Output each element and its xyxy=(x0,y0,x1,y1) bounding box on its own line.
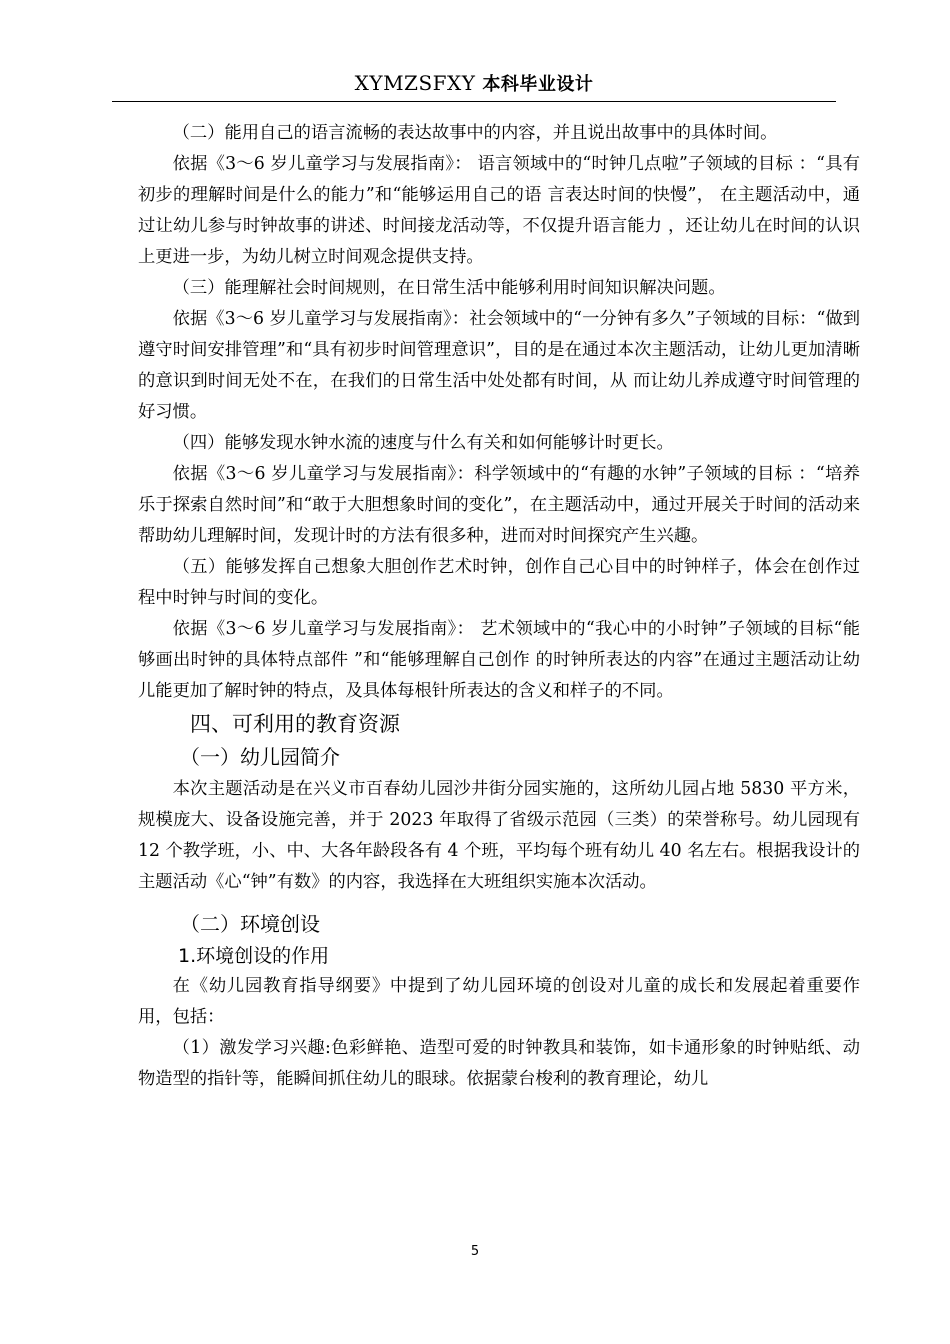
paragraph-goal-2: （二）能用自己的语言流畅的表达故事中的内容，并且说出故事中的具体时间。 xyxy=(172,123,778,143)
section-heading-resources: 四、可利用的教育资源 xyxy=(190,712,400,736)
paragraph-goal-4: （四）能够发现水钟水流的速度与什么有关和如何能够计时更长。 xyxy=(172,433,674,453)
subheading-environment-role: 1.环境创设的作用 xyxy=(178,945,330,967)
page-number: 5 xyxy=(470,1244,480,1259)
page-header xyxy=(112,70,836,96)
subsection-heading-environment: （二）环境创设 xyxy=(180,912,320,936)
subsection-heading-kindergarten: （一）幼儿园简介 xyxy=(180,745,340,769)
paragraph-environment-guideline: 在《幼儿园教育指导纲要》中提到了幼儿园环境的创设对儿童的成长和发展起着重要作用，包括： xyxy=(138,976,860,1027)
header-prefix: XYMZSFXY xyxy=(354,71,476,95)
paragraph-environment-interest: （1）激发学习兴趣:色彩鲜艳、造型可爱的时钟教具和装饰，如卡通形象的时钟贴纸、动物造型的指针等，能瞬间抓住幼儿的眼球。依据蒙台梭利的教育理论，幼儿 xyxy=(138,1038,860,1089)
paragraph-goal-5-basis: 依据《3～6 岁儿童学习与发展指南》： 艺术领域中的“我心中的小时钟”子领域的目标“能够画出时钟的具体特点部件 ”和“能够理解自己创作 的时钟所表达的内容”在通过主题活动让幼儿能更加了解时钟的特点，及具体每根针所表达的含义和样子的不同。 xyxy=(138,619,860,701)
paragraph-kindergarten-intro: 本次主题活动是在兴义市百春幼儿园沙井街分园实施的，这所幼儿园占地 5830 平方米，规模庞大、设备设施完善，并于 2023 年取得了省级示范园（三类）的荣誉称号。幼儿园现有 12 个教学班，小、中、大各年龄段各有 4 个班，平均每个班有幼儿 40 名左右。根据我设计的主题活动《心“钟”有数》的内容，我选择在大班组织实施本次活动。 xyxy=(138,779,860,892)
paragraph-goal-2-basis: 依据《3～6 岁儿童学习与发展指南》： 语言领域中的“时钟几点啦”子领域的目标 ：“具有初步的理解时间是什么的能力”和“能够运用自己的语 言表达时间的快慢”， 在主题活动中，通过让幼儿参与时钟故事的讲述、时间接龙活动等，不仅提升语言能力 ，还让幼儿在时间的认识上更进一步，为幼儿树立时间观念提供支持。 xyxy=(138,154,860,267)
paragraph-goal-4-basis: 依据《3～6 岁儿童学习与发展指南》：科学领域中的“有趣的水钟”子领域的目标 ：“培养乐于探索自然时间”和“敢于大胆想象时间的变化”，在主题活动中，通过开展关于时间的活动来帮助幼儿理解时间，发现计时的方法有很多种，进而对时间探究产生兴趣。 xyxy=(138,464,860,546)
paragraph-goal-3-basis: 依据《3～6 岁儿童学习与发展指南》：社会领域中的“一分钟有多久”子领域的目标：“做到遵守时间安排管理”和“具有初步时间管理意识”，目的是在通过本次主题活动，让幼儿更加清晰的意识到时间无处不在，在我们的日常生活中处处都有时间，从 而让幼儿养成遵守时间管理的好习惯。 xyxy=(138,309,860,422)
header-rule xyxy=(112,101,836,102)
document-body xyxy=(138,118,860,1095)
header-title: 本科毕业设计 xyxy=(482,74,594,95)
paragraph-goal-3: （三）能理解社会时间规则，在日常生活中能够利用时间知识解决问题。 xyxy=(172,278,726,298)
paragraph-goal-5: （五）能够发挥自己想象大胆创作艺术时钟，创作自己心目中的时钟样子，体会在创作过程中时钟与时间的变化。 xyxy=(138,557,860,608)
